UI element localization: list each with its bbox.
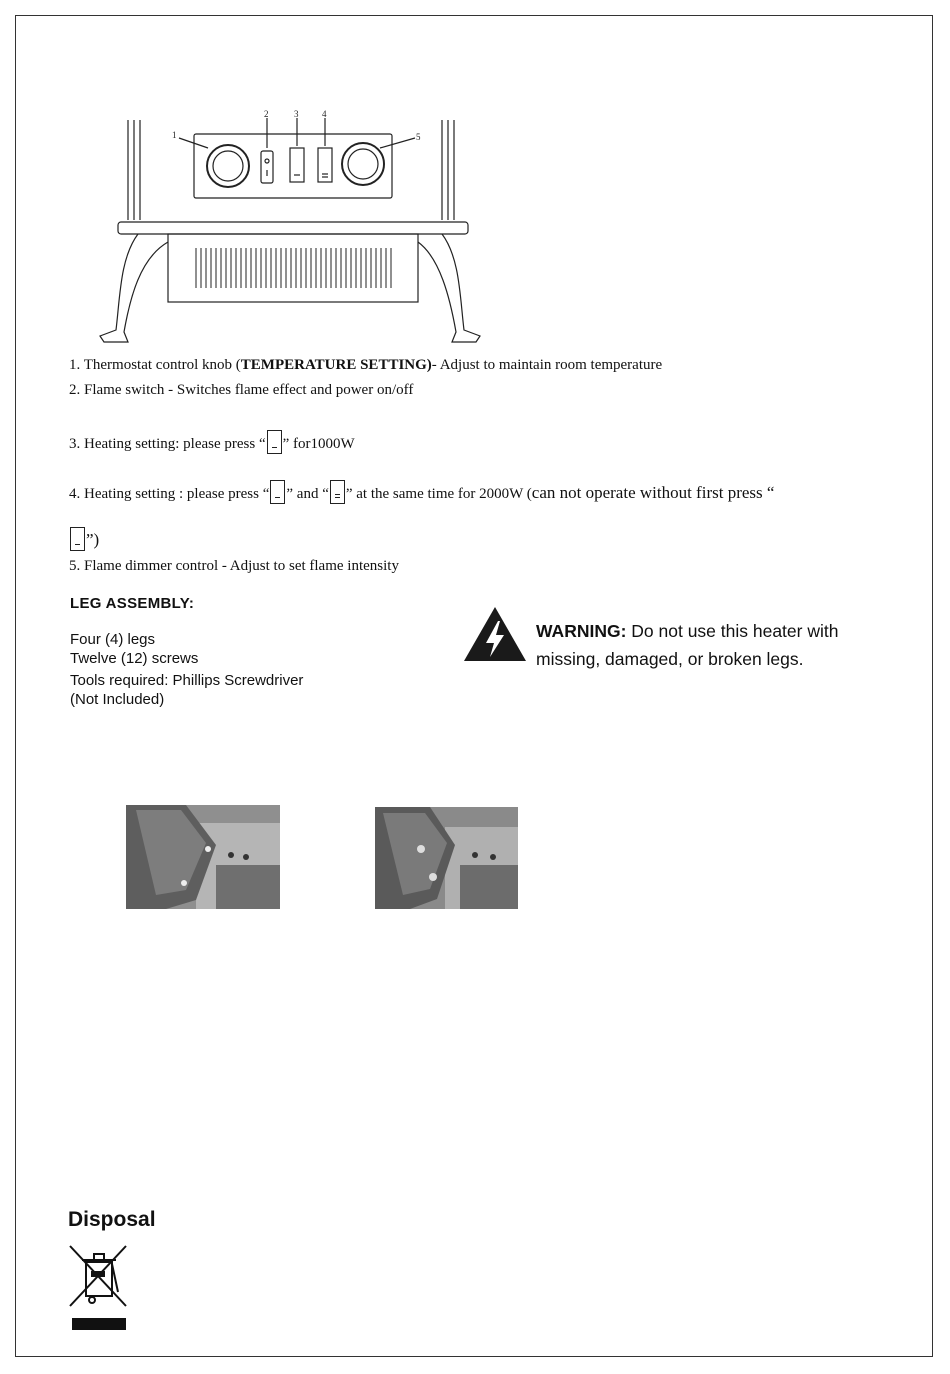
callout-3: 3	[294, 109, 299, 119]
crossed-out-wheelie-bin-icon	[68, 1244, 130, 1332]
warning-label: WARNING:	[536, 621, 627, 641]
control-item-1: 1. Thermostat control knob (TEMPERATURE SETTING)- Adjust to maintain room temperature	[69, 357, 663, 373]
leg-assembly-line: Tools required: Phillips Screwdriver	[70, 672, 304, 689]
control-item-3: 3. Heating setting: please press “ ” for1000W	[69, 430, 355, 454]
leg-assembly-photo-2	[375, 807, 518, 909]
temperature-setting-label: TEMPERATURE SETTING)	[240, 357, 432, 373]
callout-1: 1	[172, 130, 177, 140]
control-item-5: 5. Flame dimmer control - Adjust to set flame intensity	[69, 558, 399, 574]
heat-button-icon	[267, 430, 282, 454]
control-item-4: 4. Heating setting : please press “ ” and “ ” at the same time for 2000W (can not operate without first press “	[69, 480, 774, 504]
warning-message: WARNING: Do not use this heater with missing, damaged, or broken legs.	[536, 621, 839, 669]
leg-assembly-title: LEG ASSEMBLY:	[70, 595, 195, 612]
high-heat-button-icon	[330, 480, 345, 504]
disposal-title: Disposal	[68, 1208, 156, 1231]
leg-assembly-line: Four (4) legs	[70, 631, 156, 648]
callout-4: 4	[322, 109, 327, 119]
callout-2: 2	[264, 109, 269, 119]
heat-button-icon	[70, 527, 85, 551]
leg-assembly-photo-1	[126, 805, 280, 909]
heater-control-diagram	[90, 108, 490, 348]
leg-assembly-line: (Not Included)	[70, 691, 165, 708]
heat-button-icon	[270, 480, 285, 504]
lightning-warning-icon	[462, 605, 528, 663]
callout-5: 5	[416, 132, 421, 142]
control-item-4-continued: ”)	[69, 527, 99, 551]
leg-assembly-line: Twelve (12) screws	[70, 650, 199, 667]
control-item-2: 2. Flame switch - Switches flame effect and power on/off	[69, 382, 414, 398]
